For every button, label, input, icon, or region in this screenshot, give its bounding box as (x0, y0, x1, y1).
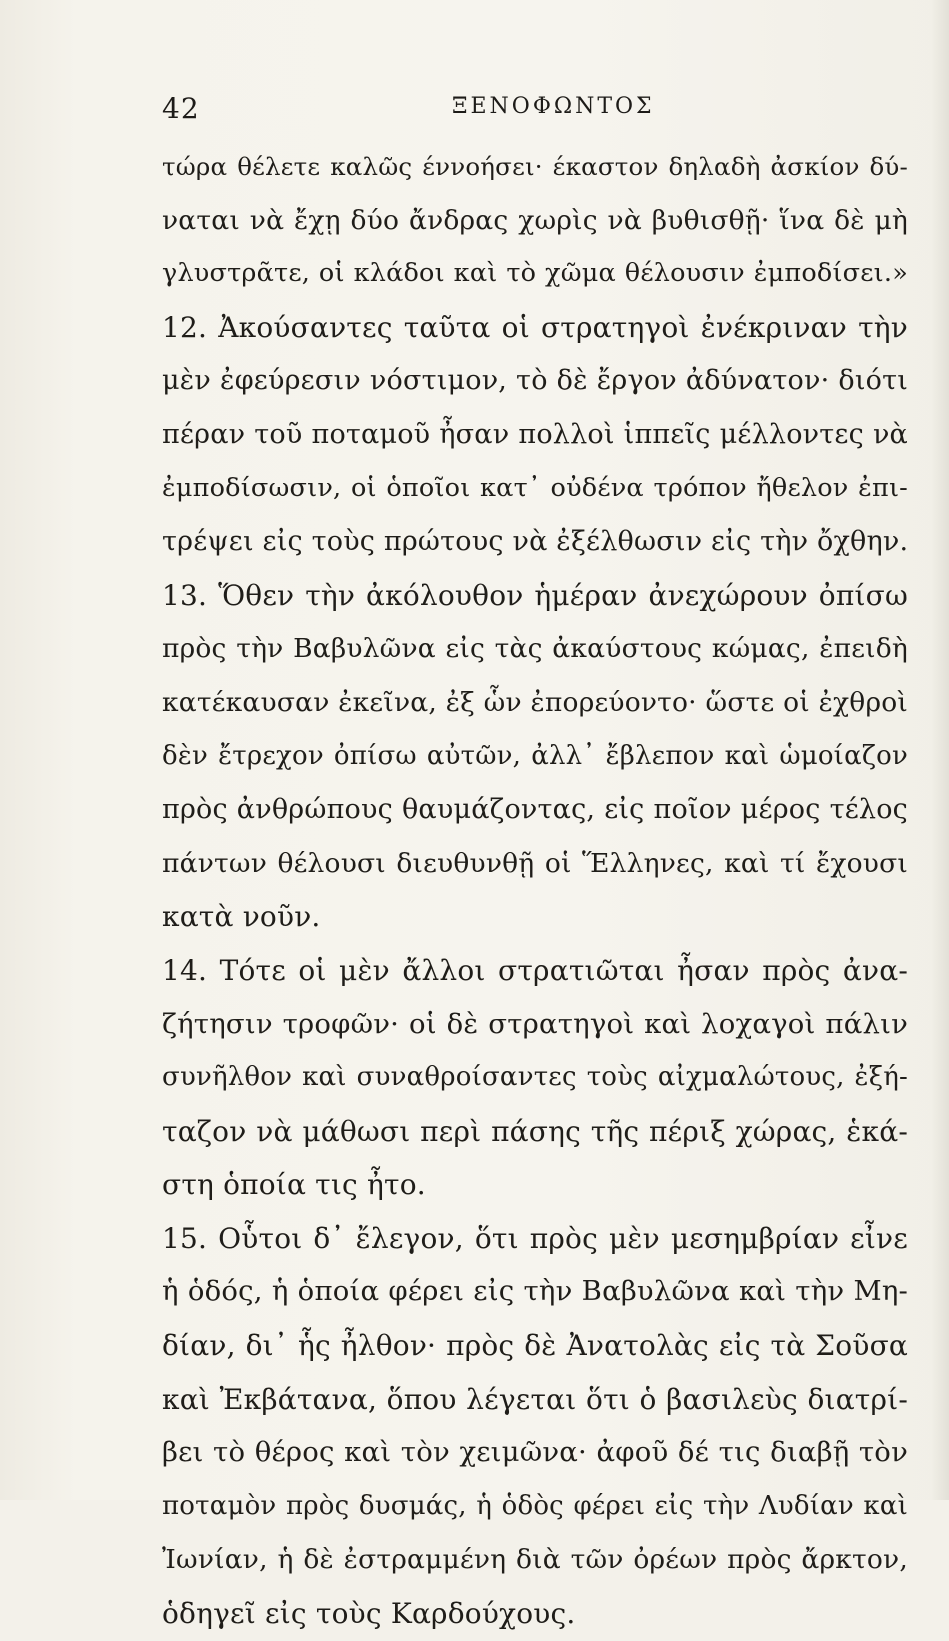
text-line: δίαν, δι᾽ ἧς ἦλθον· πρὸς δὲ Ἀνατολὰς εἰς τὰ Σοῦσα (162, 1329, 908, 1363)
text-line: κατέκαυσαν ἐκεῖνα, ἐξ ὧν ἐπορεύοντο· ὥστε οἱ ἐχθροὶ (162, 686, 908, 718)
text-line: Ἰωνίαν, ἡ δὲ ἐστραμμένη διὰ τῶν ὀρέων πρὸς ἄρκτον, (162, 1544, 908, 1576)
text-line: ἡ ὁδός, ἡ ὁποία φέρει εἰς τὴν Βαβυλῶνα καὶ τὴν Μη- (162, 1275, 908, 1308)
text-line: γλυστρᾶτε, οἱ κλάδοι καὶ τὸ χῶμα θέλουσιν ἐμποδίσει.» (162, 258, 908, 289)
text-line: 14. Τότε οἱ μὲν ἄλλοι στρατιῶται ἦσαν πρὸς ἀνα- (162, 953, 908, 987)
text-line: ναται νὰ ἔχῃ δύο ἄνδρας χωρὶς νὰ βυθισθῇ· ἵνα δὲ μὴ (162, 204, 908, 236)
text-line: τρέψει εἰς τοὺς πρώτους νὰ ἐξέλθωσιν εἰς τὴν ὄχθην. (162, 526, 909, 558)
text-line: πρὸς τὴν Βαβυλῶνα εἰς τὰς ἀκαύστους κώμας, ἐπειδὴ (162, 633, 908, 665)
text-line: τώρα θέλετε καλῶς έννοήσει· έκαστον δηλαδὴ ἀσκίον δύ- (162, 152, 908, 181)
text-line: ταζον νὰ μάθωσι περὶ πάσης τῆς πέριξ χώρας, ἑκά- (162, 1114, 908, 1148)
text-line: συνῆλθον καὶ συναθροίσαντες τοὺς αἰχμαλώτους, ἐξή- (162, 1062, 908, 1093)
text-line: στη ὁποία τις ἦτο. (162, 1168, 426, 1202)
text-line: ποταμὸν πρὸς δυσμάς, ἡ ὁδὸς φέρει εἰς τὴν Λυδίαν καὶ (162, 1490, 908, 1521)
text-line: πέραν τοῦ ποταμοῦ ἦσαν πολλοὶ ἱππεῖς μέλλοντες νὰ (162, 418, 908, 450)
text-line: 15. Οὗτοι δ᾽ ἔλεγον, ὅτι πρὸς μὲν μεσημβρίαν εἶνε (162, 1221, 908, 1255)
running-title: ΞΕΝΟΦΩΝΤΟΣ (452, 94, 655, 119)
body-text (162, 140, 908, 1641)
text-line: 13. Ὅθεν τὴν ἀκόλουθον ἡμέραν ἀνεχώρουν ὀπίσω (162, 578, 908, 612)
page-number: 42 (162, 92, 200, 125)
text-line: βει τὸ θέρος καὶ τὸν χειμῶνα· ἀφοῦ δέ τις διαβῇ τὸν (162, 1436, 908, 1469)
text-line: ζήτησιν τροφῶν· οἱ δὲ στρατηγοὶ καὶ λοχαγοὶ πάλιν (162, 1007, 908, 1040)
text-line: πρὸς ἀνθρώπους θαυμάζοντας, εἰς ποῖον μέρος τέλος (162, 794, 908, 826)
text-line: ὁδηγεῖ εἰς τοὺς Καρδούχους. (162, 1597, 576, 1631)
page-edge-shadow (931, 0, 949, 1500)
text-line: μὲν ἐφεύρεσιν νόστιμον, τὸ δὲ ἔργον ἀδύνατον· διότι (162, 365, 908, 397)
text-line: δὲν ἔτρεχον ὀπίσω αὐτῶν, ἀλλ᾽ ἔβλεπον καὶ ὡμοίαζον (162, 740, 908, 771)
text-line: πάντων θέλουσι διευθυνθῇ οἱ Ἕλληνες, καὶ τί ἔχουσι (162, 847, 908, 879)
text-line: 12. Ἀκούσαντες ταῦτα οἱ στρατηγοὶ ἐνέκριναν τὴν (162, 310, 908, 344)
text-line: καὶ Ἐκβάτανα, ὅπου λέγεται ὅτι ὁ βασιλεὺς διατρί- (162, 1382, 908, 1416)
page-header (162, 92, 908, 132)
text-line: κατὰ νοῦν. (162, 900, 321, 934)
text-line: ἐμποδίσωσιν, οἱ ὁποῖοι κατ᾽ οὐδένα τρόπον ἤθελον ἐπι- (162, 472, 908, 503)
